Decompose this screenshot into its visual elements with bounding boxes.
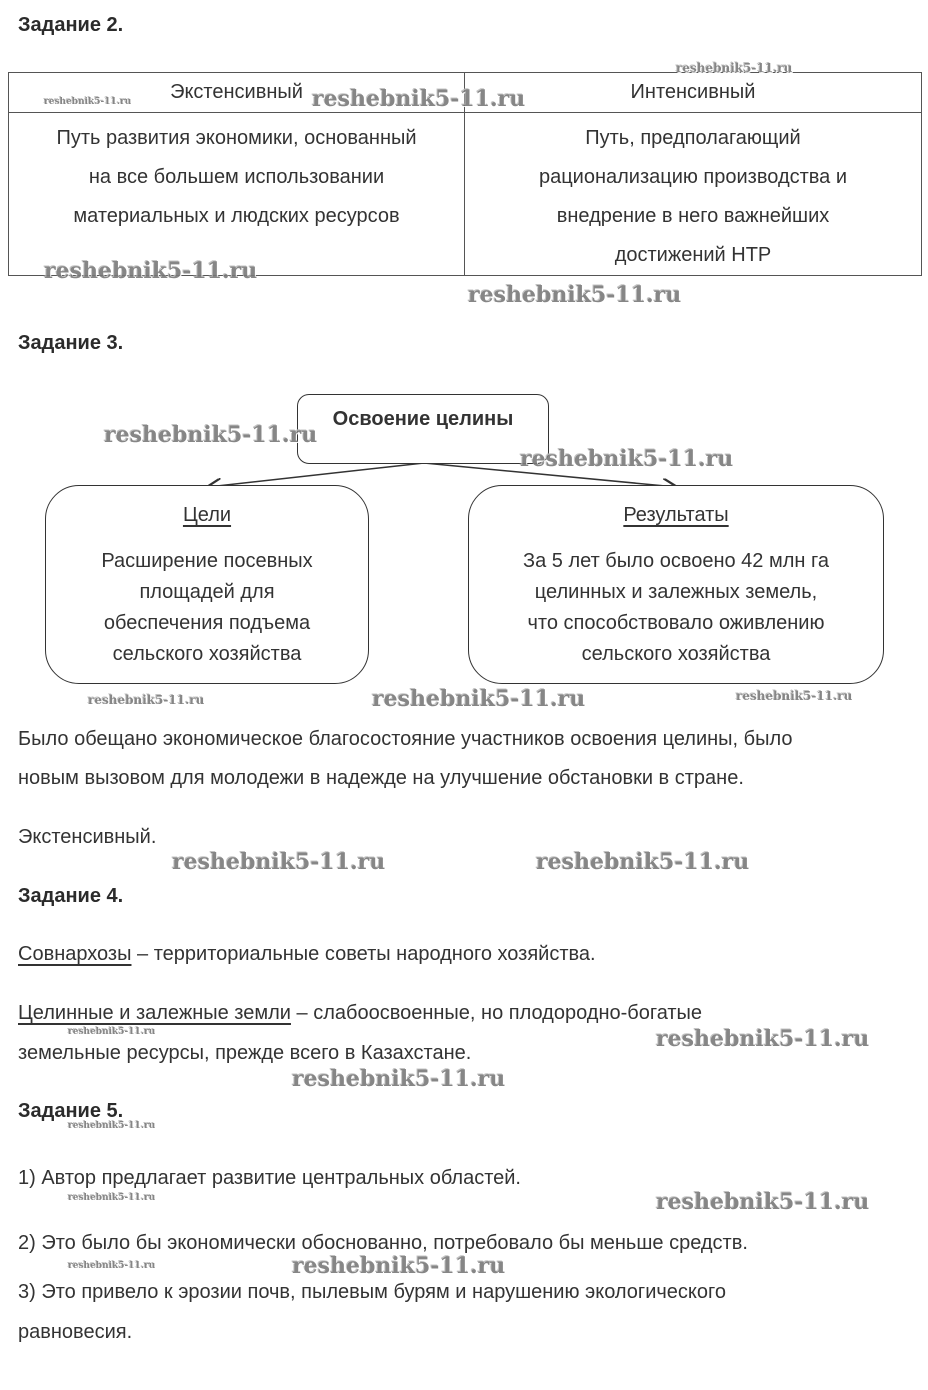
extensive-line: материальных и людских ресурсов xyxy=(73,205,400,227)
watermark: reshebnik5-11.ru xyxy=(468,282,682,308)
goals-line: сельского хозяйства xyxy=(112,643,302,665)
table-cell-extensive xyxy=(9,113,465,276)
watermark: reshebnik5-11.ru xyxy=(44,258,258,284)
watermark: reshebnik5-11.ru xyxy=(172,849,386,875)
arrow-to-goals xyxy=(208,463,424,487)
task5-item-1: 1) Автор предлагает развитие центральных областей. xyxy=(18,1167,521,1189)
task5-item-3: 3) Это привело к эрозии почв, пылевым бурям и нарушению экологического xyxy=(18,1281,726,1303)
results-title: Результаты xyxy=(623,504,729,526)
watermark: reshebnik5-11.ru xyxy=(536,849,750,875)
definition-text: – территориальные советы народного хозяйства. xyxy=(131,943,596,965)
intensive-line: Путь, предполагающий xyxy=(585,127,801,149)
extensive-line: на все большем использовании xyxy=(88,166,385,188)
results-line: что способствовало оживлению xyxy=(527,612,825,634)
watermark: reshebnik5-11.ru xyxy=(656,1189,870,1215)
watermark: reshebnik5-11.ru xyxy=(676,61,793,75)
task5-item-2: 2) Это было бы экономически обоснованно, потребовало бы меньше средств. xyxy=(18,1232,748,1254)
watermark: reshebnik5-11.ru xyxy=(520,446,734,472)
watermark: reshebnik5-11.ru xyxy=(68,1193,156,1203)
header-intensive-label: Интенсивный xyxy=(630,81,756,103)
watermark: reshebnik5-11.ru xyxy=(68,1027,156,1037)
task4-heading: Задание 4. xyxy=(18,885,124,907)
results-node xyxy=(468,485,884,684)
table-cell-intensive xyxy=(465,113,922,276)
task3-answer: Экстенсивный. xyxy=(18,826,157,848)
term-sovnarkhozy: Совнархозы xyxy=(18,943,132,965)
watermark: reshebnik5-11.ru xyxy=(68,1121,156,1131)
goals-line: площадей для xyxy=(139,581,275,603)
results-line: За 5 лет было освоено 42 млн га xyxy=(523,550,829,572)
goals-node xyxy=(45,485,369,684)
root-node-title: Освоение целины xyxy=(332,408,514,430)
results-line: сельского хозяйства xyxy=(581,643,771,665)
task3-heading: Задание 3. xyxy=(18,332,124,354)
watermark: reshebnik5-11.ru xyxy=(68,1261,156,1271)
watermark: reshebnik5-11.ru xyxy=(312,86,526,112)
watermark: reshebnik5-11.ru xyxy=(292,1066,506,1092)
goals-title: Цели xyxy=(182,504,232,526)
definition-text-continued: земельные ресурсы, прежде всего в Казахстане. xyxy=(18,1042,472,1064)
definition-text: – слабоосвоенные, но плодородно-богатые xyxy=(290,1002,703,1024)
intensive-line: внедрение в него важнейших xyxy=(556,205,830,227)
watermark: reshebnik5-11.ru xyxy=(44,97,132,107)
watermark: reshebnik5-11.ru xyxy=(656,1026,870,1052)
goals-line: Расширение посевных xyxy=(101,550,313,572)
watermark: reshebnik5-11.ru xyxy=(104,422,318,448)
term-virgin-lands: Целинные и залежные земли xyxy=(18,1002,291,1024)
task5-item-3-continued: равновесия. xyxy=(18,1321,133,1343)
results-line: целинных и залежных земель, xyxy=(534,581,818,603)
watermark: reshebnik5-11.ru xyxy=(372,686,586,712)
watermark: reshebnik5-11.ru xyxy=(292,1253,506,1279)
intensive-line: рационализацию производства и xyxy=(538,166,848,188)
watermark: reshebnik5-11.ru xyxy=(88,693,205,707)
intensive-line: достижений НТР xyxy=(614,244,772,266)
header-extensive-label: Экстенсивный xyxy=(170,81,303,103)
task5-heading: Задание 5. xyxy=(18,1100,124,1122)
extensive-line: Путь развития экономики, основанный xyxy=(56,127,417,149)
task3-paragraph-line: новым вызовом для молодежи в надежде на улучшение обстановки в стране. xyxy=(18,767,744,789)
definition-virgin-lands xyxy=(18,1002,702,1025)
task2-heading: Задание 2. xyxy=(18,14,124,36)
task3-paragraph-line: Было обещано экономическое благосостояние участников освоения целины, было xyxy=(18,728,793,750)
table-header-intensive xyxy=(465,73,922,113)
definition-sovnarkhozy xyxy=(18,943,596,966)
goals-line: обеспечения подъема xyxy=(103,612,311,634)
watermark: reshebnik5-11.ru xyxy=(736,689,853,703)
root-node xyxy=(297,394,549,464)
